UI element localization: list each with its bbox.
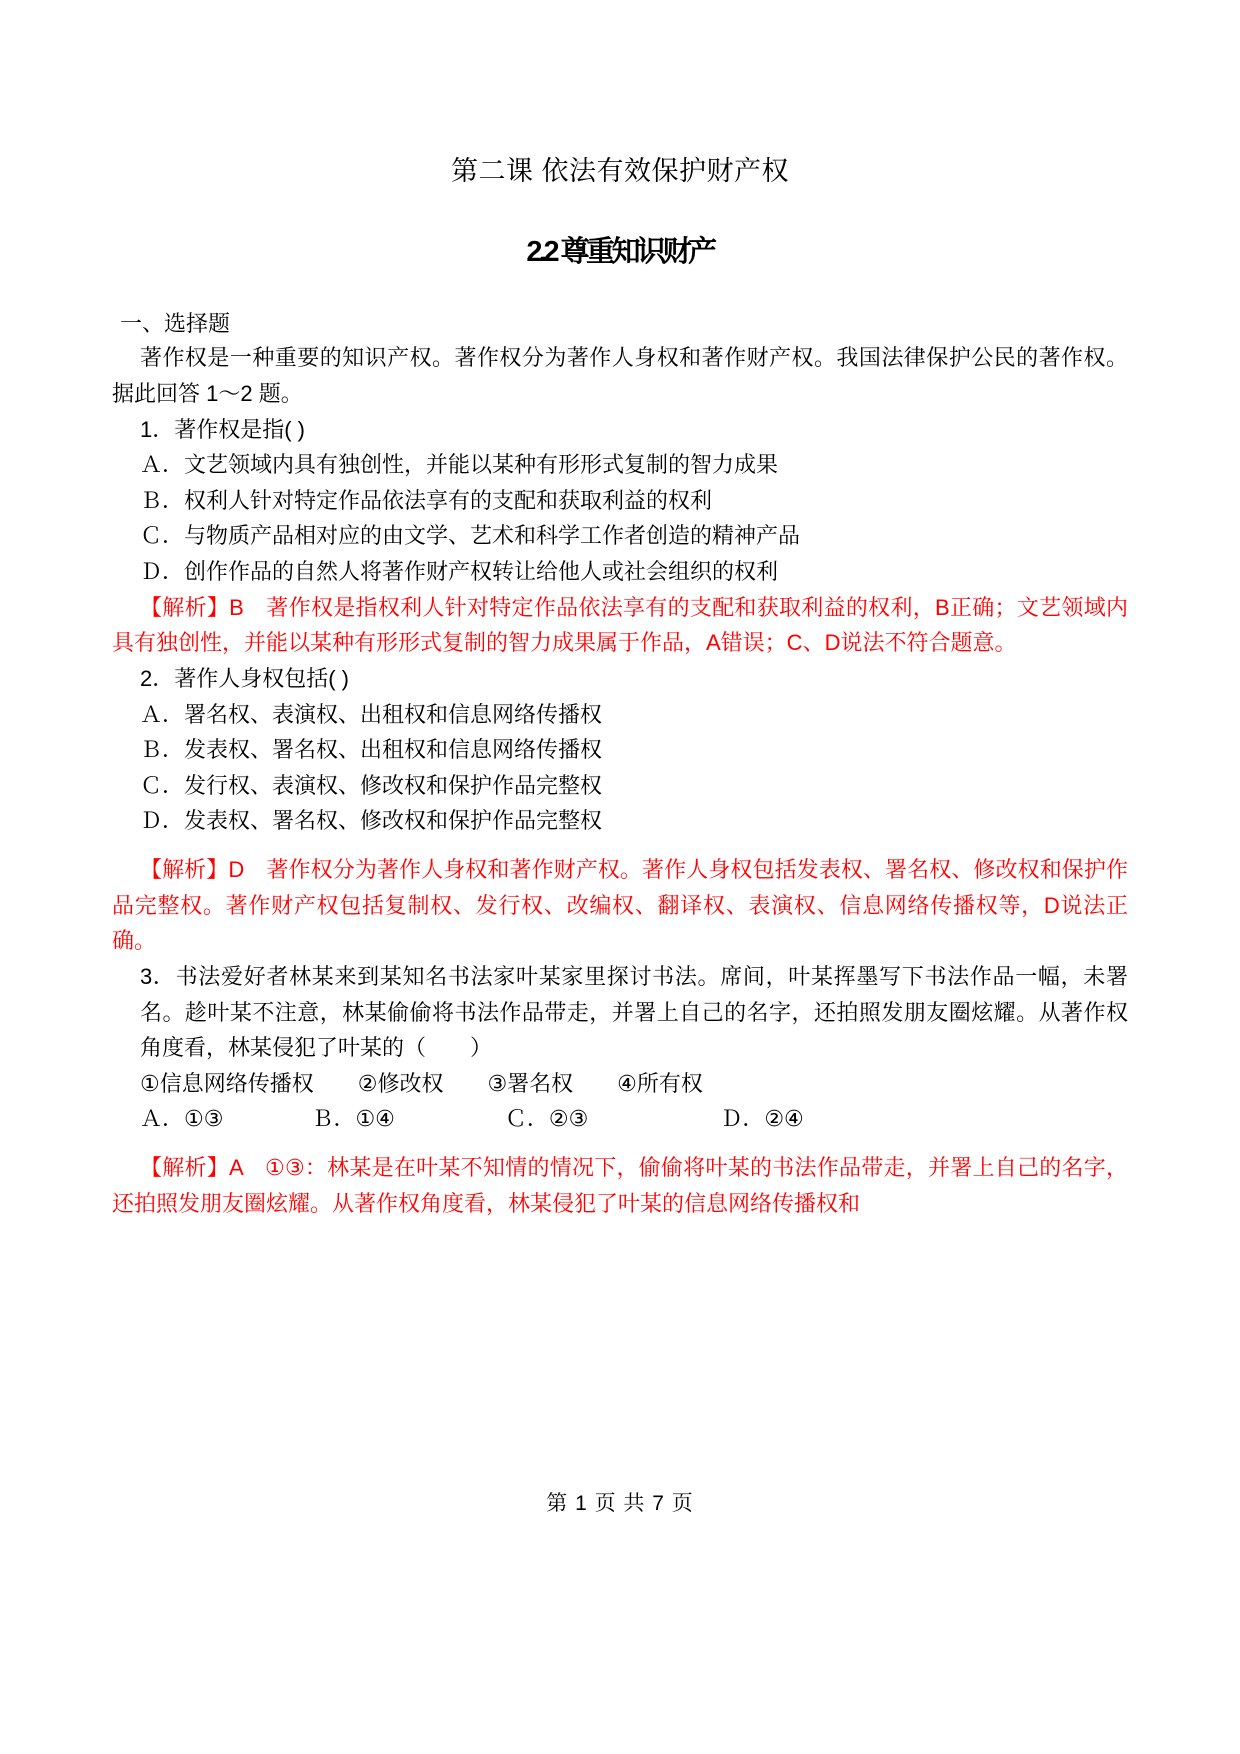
question-2-option-a: Ａ．署名权、表演权、出租权和信息网络传播权	[140, 701, 603, 727]
question-1-option-a: Ａ．文艺领域内具有独创性，并能以某种有形形式复制的智力成果	[140, 452, 779, 478]
question-3-explanation: 【解析】A ①③：林某是在叶某不知情的情况下，偷偷将叶某的书法作品带走，并署上自己的名字，还拍照发朋友圈炫耀。从著作权角度看，林某侵犯了叶某的信息网络传播权和	[112, 1155, 1128, 1216]
question-2-explanation: 【解析】D 著作权分为著作人身权和著作财产权。著作人身权包括发表权、署名权、修改权和保护作品完整权。著作财产权包括复制权、发行权、改编权、翻译权、表演权、信息网络传播权等，D说法正确。	[112, 857, 1128, 954]
lead-paragraph: 著作权是一种重要的知识产权。著作权分为著作人身权和著作财产权。我国法律保护公民的著作权。据此回答 1～2 题。	[112, 345, 1128, 406]
question-1-option-d: Ｄ．创作作品的自然人将著作财产权转让给他人或社会组织的权利	[140, 559, 779, 585]
question-1-option-b: Ｂ．权利人针对特定作品依法享有的支配和获取利益的权利	[140, 487, 713, 513]
question-3-answer-row: Ａ．①③ Ｂ．①④ Ｃ．②③ Ｄ．②④	[140, 1106, 804, 1132]
page-footer: 第 1 页 共 7 页	[546, 1492, 694, 1515]
question-2-option-b: Ｂ．发表权、署名权、出租权和信息网络传播权	[140, 737, 603, 763]
section-heading: 一、选择题	[120, 311, 231, 337]
question-1-explanation: 【解析】B 著作权是指权利人针对特定作品依法享有的支配和获取利益的权利，B正确；文艺领域内具有独创性，并能以某种有形形式复制的智力成果属于作品，A错误；C、D说法不符合题意。	[112, 594, 1128, 656]
page-subtitle: 2.2 尊重知识财产	[526, 236, 714, 269]
page-content	[112, 0, 1128, 1221]
page-title: 第二课 依法有效保护财产权	[450, 156, 789, 186]
question-1-option-c: Ｃ．与物质产品相对应的由文学、艺术和科学工作者创造的精神产品	[140, 523, 801, 549]
question-2-option-c: Ｃ．发行权、表演权、修改权和保护作品完整权	[140, 772, 603, 798]
question-3-numbered-choices: ①信息网络传播权 ②修改权 ③署名权 ④所有权	[140, 1070, 703, 1096]
question-2-stem: 2．著作人身权包括( )	[140, 665, 350, 691]
question-1-stem: 1．著作权是指( )	[140, 416, 306, 442]
question-2-option-d: Ｄ．发表权、署名权、修改权和保护作品完整权	[140, 808, 603, 834]
question-3-stem: 3．书法爱好者林某来到某知名书法家叶某家里探讨书法。席间，叶某挥墨写下书法作品一幅，未署名。趁叶某不注意，林某偷偷将书法作品带走，并署上自己的名字，还拍照发朋友圈炫耀。从著作权角度看，林某侵犯了叶某的（ ）	[140, 963, 1128, 1061]
